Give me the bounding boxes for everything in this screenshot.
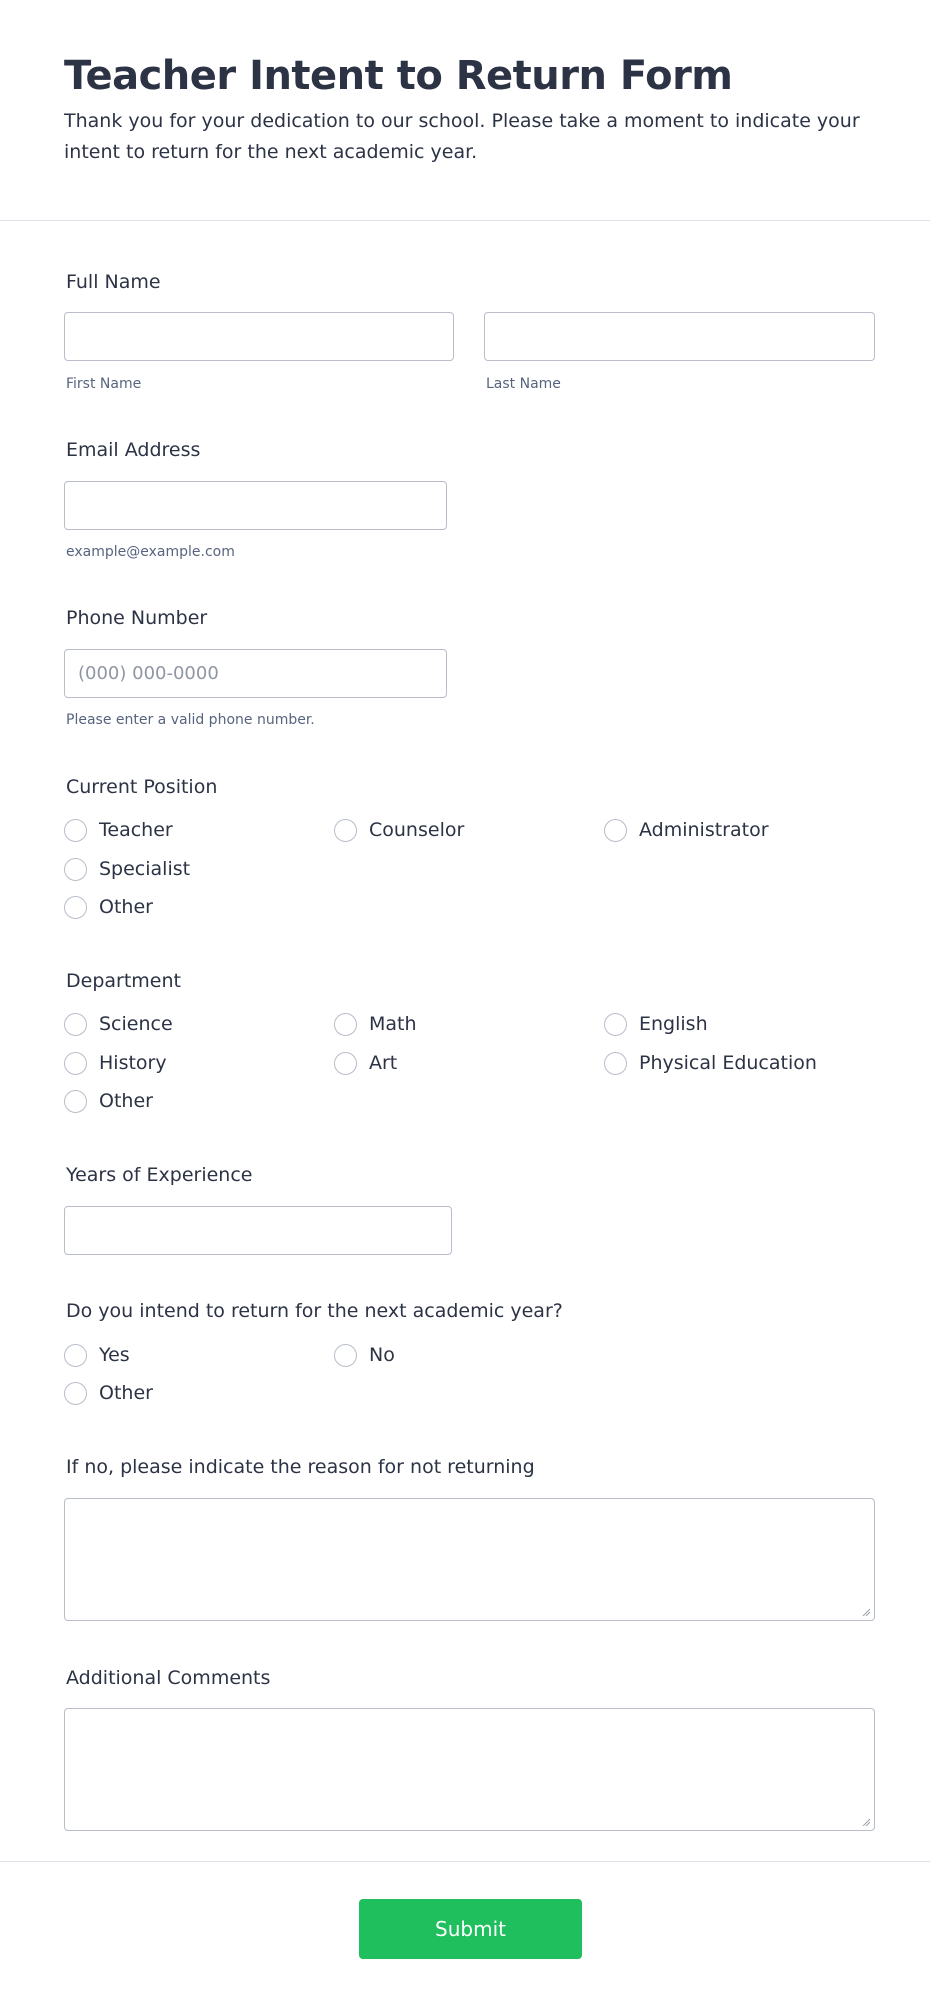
radio-label: Administrator [639,819,769,841]
phone-sublabel: Please enter a valid phone number. [66,712,315,728]
radio-label: Yes [99,1344,130,1366]
email-sublabel: example@example.com [66,544,235,560]
radio-label: Other [99,1382,153,1404]
radio-circle[interactable] [604,1052,627,1075]
position-option-other[interactable] [64,894,153,920]
form-title: Teacher Intent to Return Form [64,53,733,99]
radio-circle[interactable] [64,1382,87,1405]
last-name-input[interactable] [484,312,875,361]
radio-circle[interactable] [64,896,87,919]
radio-label: English [639,1013,708,1035]
comments-textarea[interactable] [64,1708,875,1831]
experience-label: Years of Experience [66,1164,253,1186]
position-option-counselor[interactable] [334,817,464,843]
radio-label: Math [369,1013,417,1035]
email-label: Email Address [66,439,201,461]
intent-label: Do you intend to return for the next academic year? [66,1300,563,1322]
footer-divider [0,1861,930,1862]
intent-option-no[interactable] [334,1342,395,1368]
form-subtitle: Thank you for your dedication to our school. Please take a moment to indicate your intent to return for the next academic year. [64,110,860,163]
radio-circle[interactable] [604,819,627,842]
position-label: Current Position [66,776,218,798]
radio-circle[interactable] [604,1013,627,1036]
radio-label: Counselor [369,819,465,841]
position-option-teacher[interactable] [64,817,173,843]
experience-input[interactable] [64,1206,452,1255]
radio-circle[interactable] [64,1090,87,1113]
intent-option-other[interactable] [64,1380,153,1406]
email-input[interactable] [64,481,447,530]
radio-label: No [369,1344,395,1366]
first-name-input[interactable] [64,312,454,361]
reason-textarea[interactable] [64,1498,875,1621]
radio-circle[interactable] [334,819,357,842]
resize-handle-icon[interactable] [862,1818,870,1826]
radio-label: Other [99,1090,153,1112]
radio-circle[interactable] [64,1344,87,1367]
full-name-label: Full Name [66,271,161,293]
department-option-art[interactable] [334,1050,397,1076]
phone-input[interactable] [64,649,447,698]
radio-label: Specialist [99,858,191,880]
last-name-sublabel: Last Name [486,376,561,392]
position-option-specialist[interactable] [64,856,190,882]
department-option-history[interactable] [64,1050,167,1076]
department-option-other[interactable] [64,1088,153,1114]
radio-circle[interactable] [334,1344,357,1367]
department-option-science[interactable] [64,1011,173,1037]
comments-label: Additional Comments [66,1667,271,1689]
resize-handle-icon[interactable] [862,1608,870,1616]
radio-circle[interactable] [334,1013,357,1036]
department-option-english[interactable] [604,1011,708,1037]
radio-circle[interactable] [64,1052,87,1075]
radio-circle[interactable] [64,819,87,842]
radio-label: Art [369,1052,398,1074]
submit-button[interactable]: Submit [359,1899,582,1959]
first-name-sublabel: First Name [66,376,142,392]
radio-label: Other [99,896,153,918]
phone-label: Phone Number [66,607,208,629]
form-header [0,0,930,221]
radio-label: History [99,1052,167,1074]
department-label: Department [66,970,181,992]
intent-option-yes[interactable] [64,1342,130,1368]
radio-label: Science [99,1013,173,1035]
radio-label: Physical Education [639,1052,817,1074]
radio-circle[interactable] [334,1052,357,1075]
position-option-administrator[interactable] [604,817,769,843]
reason-label: If no, please indicate the reason for not returning [66,1456,535,1478]
radio-label: Teacher [99,819,173,841]
department-option-math[interactable] [334,1011,417,1037]
department-option-physical-education[interactable] [604,1050,817,1076]
radio-circle[interactable] [64,1013,87,1036]
radio-circle[interactable] [64,858,87,881]
